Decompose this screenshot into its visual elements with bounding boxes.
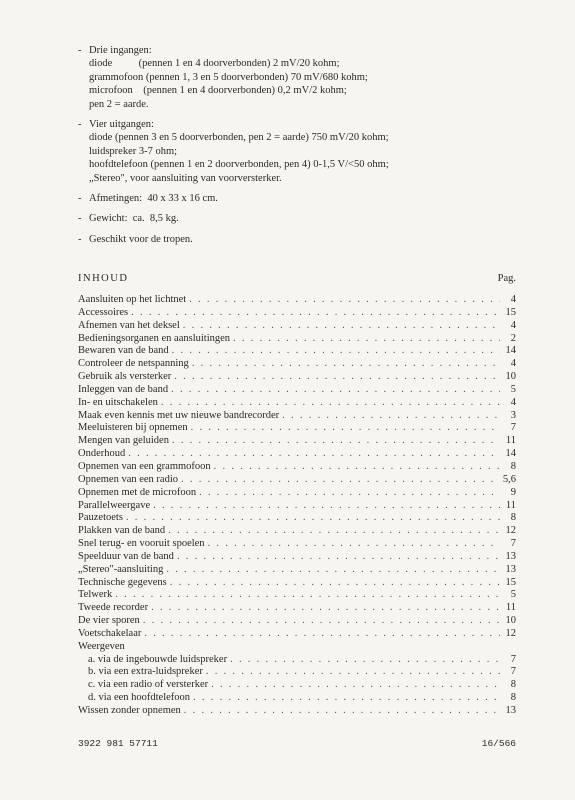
toc-entry-page: 3 bbox=[510, 409, 516, 421]
toc-entry-page: 7 bbox=[510, 653, 516, 665]
spec-line: pen 2 = aarde. bbox=[89, 98, 149, 110]
toc-entry bbox=[78, 320, 516, 333]
dot-leader bbox=[165, 525, 500, 538]
toc-entry-title: Maak even kennis met uw nieuwe bandrecorder bbox=[78, 409, 280, 421]
toc-entry-title: Voetschakelaar bbox=[78, 627, 142, 639]
bullet-dash: - bbox=[78, 45, 82, 56]
toc-entry-title: De vier sporen bbox=[78, 615, 140, 627]
toc-entry-page: 8 bbox=[510, 512, 516, 524]
bullet-dash: - bbox=[78, 193, 82, 205]
spec-inputs bbox=[78, 44, 548, 111]
toc-entry-page: 8 bbox=[510, 460, 516, 472]
dot-leader bbox=[227, 654, 500, 667]
toc-entry-page: 4 bbox=[510, 294, 516, 305]
spec-dimensions bbox=[78, 192, 548, 205]
dot-leader bbox=[190, 692, 500, 705]
toc-entry bbox=[78, 487, 516, 500]
toc-entry-page: 14 bbox=[505, 448, 516, 460]
toc-entry-title: Controleer de netspanning bbox=[78, 358, 189, 370]
toc-entry-title: Wissen zonder opnemen bbox=[78, 705, 181, 716]
toc-entry-title: Mengen van geluiden bbox=[78, 435, 169, 447]
dot-leader bbox=[128, 307, 500, 320]
toc-entry-title: d. via een hoofdtelefoon bbox=[88, 692, 191, 704]
toc-entry bbox=[78, 345, 516, 358]
spec-line: microfoon (pennen 1 en 4 doorverbonden) 0,2 mV/2 kohm; bbox=[89, 85, 347, 97]
toc-entry bbox=[78, 589, 516, 602]
dot-leader bbox=[168, 384, 500, 397]
toc-entry-title: Aansluiten op het lichtnet bbox=[78, 294, 187, 305]
toc-heading: INHOUD bbox=[78, 273, 129, 284]
dot-leader bbox=[203, 666, 500, 679]
toc-entry-page: 10 bbox=[505, 371, 516, 383]
toc-entry-title: Snel terug- en vooruit spoelen bbox=[78, 538, 205, 550]
toc-entry-title: Opnemen van een grammofoon bbox=[78, 460, 211, 472]
bullet-dash: - bbox=[78, 119, 82, 131]
dot-leader bbox=[148, 602, 500, 615]
toc-entry-page: 15 bbox=[505, 306, 516, 318]
spec-line: „Stereo", voor aansluiting van voorversterker. bbox=[89, 172, 282, 184]
toc-list bbox=[78, 294, 516, 718]
bullet-dash: - bbox=[78, 213, 82, 225]
page-footer bbox=[78, 738, 516, 749]
spec-tropics bbox=[78, 233, 548, 246]
toc-entry-title: Opnemen met de microfoon bbox=[78, 486, 197, 498]
toc-entry-page: 9 bbox=[510, 486, 516, 498]
toc-entry-title: a. via de ingebouwde luidspreker bbox=[88, 653, 228, 665]
technical-specs bbox=[78, 44, 548, 253]
spec-line: diode (pennen 3 en 5 doorverbonden, pen 2 = aarde) 750 mV/20 kohm; bbox=[89, 132, 389, 144]
toc-entry bbox=[78, 384, 516, 397]
toc-entry-title: Tweede recorder bbox=[78, 602, 149, 614]
document-number: 3922 981 57711 bbox=[78, 738, 158, 749]
toc-entry-title: Technische gegevens bbox=[78, 576, 167, 588]
dot-leader bbox=[230, 333, 500, 346]
dot-leader bbox=[163, 564, 500, 577]
spec-line: Geschikt voor de tropen. bbox=[89, 233, 193, 245]
dot-leader bbox=[211, 461, 500, 474]
toc-entry-title: Bewaren van de band bbox=[78, 345, 169, 357]
toc-entry-page: 4 bbox=[510, 319, 516, 331]
toc-entry-page: 4 bbox=[510, 396, 516, 408]
toc-entry-page: 4 bbox=[510, 358, 516, 370]
toc-entry bbox=[78, 628, 516, 641]
toc-entry bbox=[78, 422, 516, 435]
table-of-contents bbox=[78, 272, 516, 718]
toc-entry-page: 7 bbox=[510, 666, 516, 678]
dot-leader bbox=[169, 345, 500, 358]
toc-entry bbox=[78, 679, 516, 692]
dot-leader bbox=[189, 358, 500, 371]
toc-entry bbox=[78, 577, 516, 590]
toc-entry bbox=[78, 525, 516, 538]
dot-leader bbox=[180, 320, 500, 333]
dot-leader bbox=[123, 512, 500, 525]
toc-entry bbox=[78, 333, 516, 346]
toc-entry-page: 2 bbox=[510, 332, 516, 344]
bullet-dash: - bbox=[78, 233, 82, 245]
toc-entry-title: Bedieningsorganen en aansluitingen bbox=[78, 332, 231, 344]
toc-entry-page: 8 bbox=[510, 679, 516, 691]
toc-entry bbox=[78, 692, 516, 705]
dot-leader bbox=[169, 435, 500, 448]
spec-line: luidspreker 3-7 ohm; bbox=[89, 145, 178, 157]
toc-entry-page: 11 bbox=[505, 499, 516, 511]
toc-entry-page: 7 bbox=[510, 422, 516, 434]
toc-entry-page: 12 bbox=[505, 525, 516, 537]
toc-entry-title: Meeluisteren bij opnemen bbox=[78, 422, 188, 434]
toc-entry-page: 7 bbox=[510, 538, 516, 550]
toc-entry bbox=[78, 461, 516, 474]
toc-entry bbox=[78, 538, 516, 551]
toc-entry-title: Parallelweergave bbox=[78, 499, 151, 511]
toc-entry-title: Inleggen van de band bbox=[78, 383, 169, 395]
toc-entry-title: Telwerk bbox=[78, 589, 113, 601]
toc-entry bbox=[78, 371, 516, 384]
dot-leader bbox=[178, 474, 500, 487]
toc-entry-page: 5 bbox=[510, 589, 516, 601]
toc-entry-page: 5,6 bbox=[502, 473, 516, 485]
toc-entry-page: 13 bbox=[505, 705, 516, 716]
dot-leader bbox=[205, 538, 500, 551]
page-column-label: Pag. bbox=[497, 273, 516, 284]
toc-entry bbox=[78, 654, 516, 667]
spec-outputs bbox=[78, 118, 548, 185]
toc-entry bbox=[78, 602, 516, 615]
toc-entry-page: 15 bbox=[505, 576, 516, 588]
dot-leader bbox=[188, 422, 500, 435]
toc-entry-title: Opnemen van een radio bbox=[78, 473, 179, 485]
page-code: 16/566 bbox=[481, 738, 516, 749]
spec-line: Drie ingangen: bbox=[89, 45, 152, 56]
spec-line: Gewicht: ca. 8,5 kg. bbox=[89, 213, 179, 225]
dot-leader bbox=[279, 410, 500, 423]
dot-leader bbox=[181, 705, 500, 718]
spec-weight bbox=[78, 212, 548, 225]
dot-leader bbox=[150, 500, 500, 513]
dot-leader bbox=[141, 628, 500, 641]
toc-entry-page: 14 bbox=[505, 345, 516, 357]
dot-leader bbox=[167, 577, 500, 590]
toc-entry-page: 13 bbox=[505, 563, 516, 575]
toc-entry bbox=[78, 358, 516, 371]
toc-entry bbox=[78, 397, 516, 410]
toc-entry bbox=[78, 615, 516, 628]
toc-entry-title: Onderhoud bbox=[78, 448, 126, 460]
toc-entry bbox=[78, 551, 516, 564]
toc-entry-page: 8 bbox=[510, 692, 516, 704]
toc-entry-page: 11 bbox=[505, 435, 516, 447]
toc-entry-title: Plakken van de band bbox=[78, 525, 166, 537]
toc-entry-title: b. via een extra-luidspreker bbox=[88, 666, 203, 678]
toc-entry-page: 12 bbox=[505, 627, 516, 639]
toc-entry-page: 11 bbox=[505, 602, 516, 614]
dot-leader bbox=[171, 371, 500, 384]
toc-entry bbox=[78, 294, 516, 307]
toc-entry-title: Afnemen van het deksel bbox=[78, 319, 180, 331]
toc-entry-title: Gebruik als versterker bbox=[78, 371, 172, 383]
spec-line: grammofoon (pennen 1, 3 en 5 doorverbonden) 70 mV/680 kohm; bbox=[89, 71, 368, 83]
toc-entry bbox=[78, 410, 516, 423]
toc-entry-page: 5 bbox=[510, 383, 516, 395]
toc-entry-title: Speelduur van de band bbox=[78, 550, 174, 562]
toc-entry bbox=[78, 666, 516, 679]
spec-line: Vier uitgangen: bbox=[89, 119, 154, 131]
dot-leader bbox=[112, 589, 500, 602]
toc-entry-title: „Stereo"-aansluiting bbox=[78, 563, 164, 575]
dot-leader bbox=[174, 551, 500, 564]
toc-entry-title: Pauzetoets bbox=[78, 512, 123, 524]
toc-entry bbox=[78, 705, 516, 718]
dot-leader bbox=[186, 294, 500, 307]
toc-entry bbox=[78, 474, 516, 487]
toc-entry-title: Weergeven bbox=[78, 640, 125, 652]
dot-leader bbox=[196, 487, 500, 500]
toc-entry-page: 13 bbox=[505, 550, 516, 562]
toc-entry bbox=[78, 500, 516, 513]
toc-entry bbox=[78, 448, 516, 461]
dot-leader bbox=[140, 615, 500, 628]
spec-line: hoofdtelefoon (pennen 1 en 2 doorverbonden, pen 4) 0-1,5 V/<50 ohm; bbox=[89, 159, 389, 171]
toc-entry-title: Accessoires bbox=[78, 306, 129, 318]
dot-leader bbox=[208, 679, 500, 692]
toc-entry bbox=[78, 307, 516, 320]
toc-entry bbox=[78, 564, 516, 577]
toc-entry-page: 10 bbox=[505, 615, 516, 627]
toc-entry bbox=[78, 641, 516, 654]
spec-line: diode (pennen 1 en 4 doorverbonden) 2 mV/20 kohm; bbox=[89, 58, 340, 70]
toc-entry bbox=[78, 435, 516, 448]
dot-leader bbox=[158, 397, 500, 410]
toc-entry-title: c. via een radio of versterker bbox=[88, 679, 209, 691]
toc-entry bbox=[78, 512, 516, 525]
toc-entry-title: In- en uitschakelen bbox=[78, 396, 158, 408]
dot-leader bbox=[125, 448, 500, 461]
toc-header bbox=[78, 272, 516, 285]
spec-line: Afmetingen: 40 x 33 x 16 cm. bbox=[89, 193, 218, 205]
